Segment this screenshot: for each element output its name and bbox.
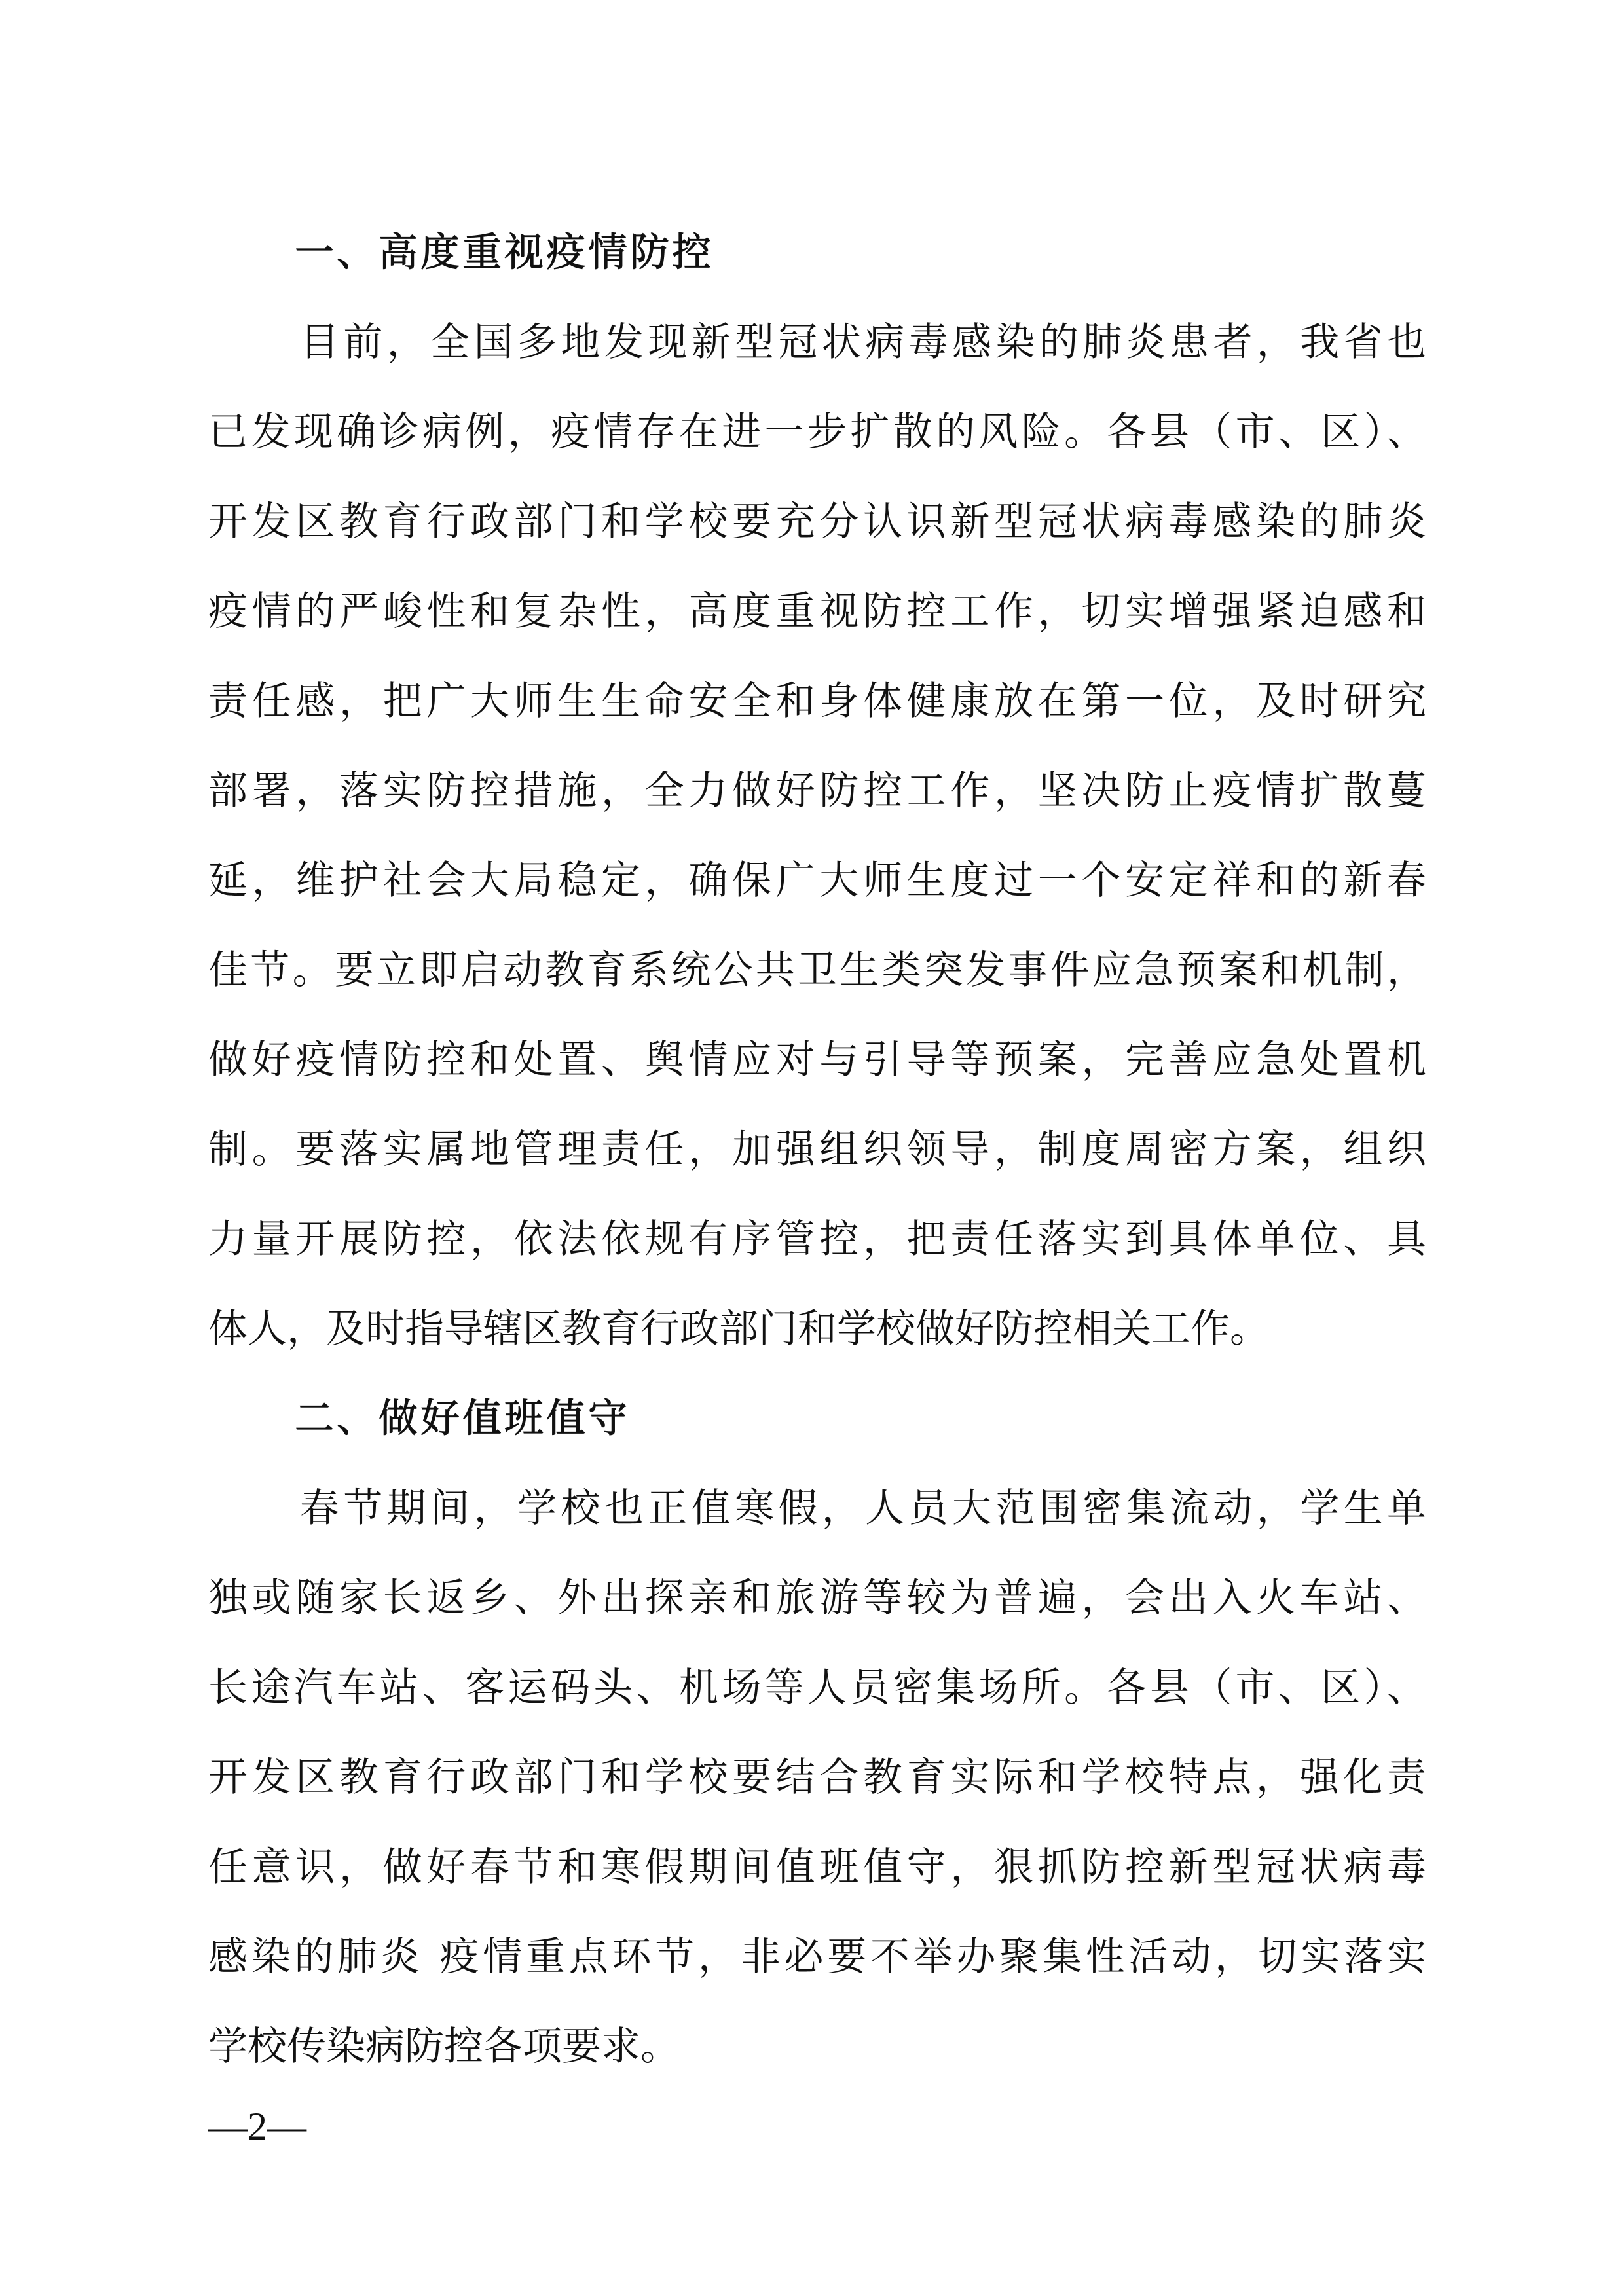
paragraph-line: 延，维护社会大局稳定，确保广大师生度过一个安定祥和的新春 <box>208 858 1426 903</box>
paragraph-line: 制。要落实属地管理责任，加强组织领导，制度周密方案，组织 <box>208 1127 1426 1173</box>
section-2-heading: 二、做好值班值守 <box>295 1396 630 1442</box>
paragraph-line: 长途汽车站、客运码头、机场等人员密集场所。各县（市、区）、 <box>208 1665 1426 1711</box>
paragraph-line: 力量开展防控，依法依规有序管控，把责任落实到具体单位、具 <box>208 1216 1426 1262</box>
section-1-heading: 一、高度重视疫情防控 <box>295 230 714 276</box>
paragraph-line: 责任感，把广大师生生命安全和身体健康放在第一位，及时研究 <box>208 678 1426 724</box>
paragraph-line: 开发区教育行政部门和学校要充分认识新型冠状病毒感染的肺炎 <box>208 499 1426 545</box>
document-body <box>208 208 1426 2092</box>
section-2-paragraph <box>208 1464 1426 2092</box>
paragraph-line: 学校传染病防控各项要求。 <box>208 2024 680 2069</box>
paragraph-line: 任意识，做好春节和寒假期间值班值守，狠抓防控新型冠状病毒 <box>208 1844 1426 1890</box>
paragraph-line: 疫情的严峻性和复杂性，高度重视防控工作，切实增强紧迫感和 <box>208 589 1426 634</box>
page-number: —2— <box>208 2105 306 2148</box>
paragraph-line: 做好疫情防控和处置、舆情应对与引导等预案，完善应急处置机 <box>208 1037 1426 1083</box>
paragraph-line: 部署，落实防控措施，全力做好防控工作，坚决防止疫情扩散蔓 <box>208 768 1426 814</box>
paragraph-line: 独或随家长返乡、外出探亲和旅游等较为普遍，会出入火车站、 <box>208 1575 1426 1621</box>
paragraph-line: 体人，及时指导辖区教育行政部门和学校做好防控相关工作。 <box>208 1306 1269 1352</box>
paragraph-line: 春节期间，学校也正值寒假，人员大范围密集流动，学生单 <box>300 1485 1426 1531</box>
paragraph-line: 开发区教育行政部门和学校要结合教育实际和学校特点，强化责 <box>208 1755 1426 1800</box>
paragraph-line: 感染的肺炎 疫情重点环节，非必要不举办聚集性活动，切实落实 <box>208 1934 1426 1980</box>
section-1-paragraph <box>208 298 1426 1374</box>
paragraph-line: 目前，全国多地发现新型冠状病毒感染的肺炎患者，我省也 <box>300 319 1426 365</box>
paragraph-line: 已发现确诊病例，疫情存在进一步扩散的风险。各县（市、区）、 <box>208 409 1426 455</box>
paragraph-line: 佳节。要立即启动教育系统公共卫生类突发事件应急预案和机制， <box>208 947 1426 993</box>
